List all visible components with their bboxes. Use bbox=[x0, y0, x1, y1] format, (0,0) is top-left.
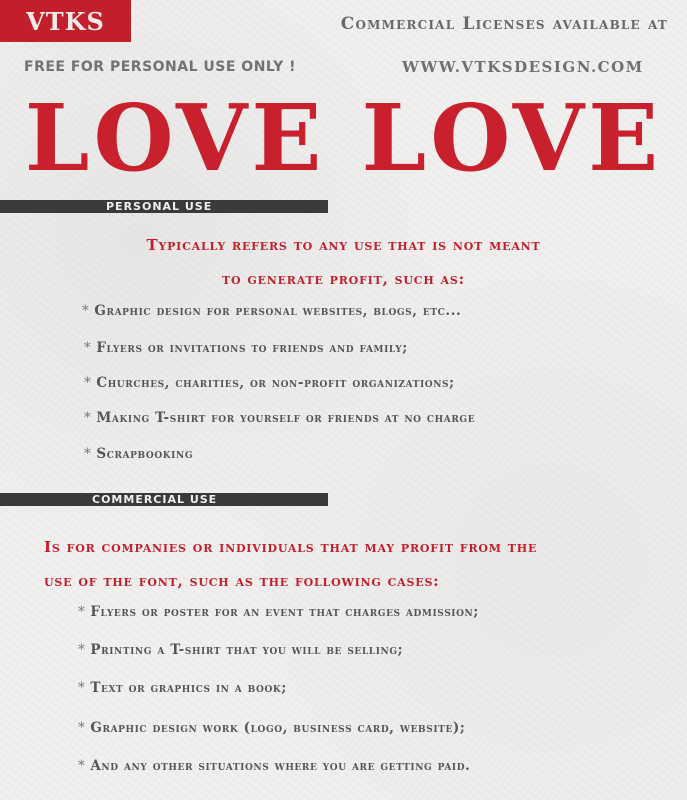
commercial-use-section-bar bbox=[0, 493, 328, 506]
personal-list-item-text: Churches, charities, or non-profit organizations; bbox=[96, 375, 455, 391]
asterisk-bullet-icon: * bbox=[84, 375, 92, 391]
commercial-use-label: COMMERCIAL USE bbox=[92, 493, 218, 506]
commercial-intro-line-1: Is for companies or individuals that may profit from the bbox=[44, 538, 538, 556]
personal-use-section-bar bbox=[0, 200, 328, 213]
free-personal-use-note: FREE FOR PERSONAL USE ONLY ! bbox=[24, 59, 297, 75]
commercial-list-item-text: Printing a T-shirt that you will be selling; bbox=[90, 642, 404, 658]
font-specimen-title: LOVE LOVE bbox=[24, 84, 663, 192]
vtks-logo-text: VTKS bbox=[26, 6, 105, 36]
personal-list-item-text: Flyers or invitations to friends and family; bbox=[96, 340, 408, 356]
commercial-intro-line-2: use of the font, such as the following cases: bbox=[44, 572, 440, 590]
commercial-list-item bbox=[78, 758, 470, 774]
commercial-list-item-text: And any other situations where you are getting paid. bbox=[90, 758, 471, 774]
asterisk-bullet-icon: * bbox=[78, 680, 86, 696]
asterisk-bullet-icon: * bbox=[84, 446, 92, 462]
personal-list-item bbox=[84, 446, 193, 462]
commercial-list-item-text: Flyers or poster for an event that charges admission; bbox=[90, 604, 479, 620]
commercial-licenses-heading: Commercial Licenses available at bbox=[340, 14, 668, 34]
asterisk-bullet-icon: * bbox=[78, 720, 86, 736]
asterisk-bullet-icon: * bbox=[78, 642, 86, 658]
asterisk-bullet-icon: * bbox=[84, 340, 92, 356]
asterisk-bullet-icon: * bbox=[78, 604, 86, 620]
commercial-list-item bbox=[78, 604, 479, 620]
commercial-list-item bbox=[78, 642, 403, 658]
commercial-list-item-text: Graphic design work (logo, business card, website); bbox=[90, 720, 466, 736]
commercial-list-item bbox=[78, 720, 466, 736]
personal-use-label: PERSONAL USE bbox=[106, 200, 213, 213]
vtks-logo-badge bbox=[0, 0, 131, 42]
personal-intro-line-1: Typically refers to any use that is not meant bbox=[146, 236, 541, 254]
personal-list-item-text: Making T-shirt for yourself or friends at no charge bbox=[96, 410, 476, 426]
asterisk-bullet-icon: * bbox=[82, 303, 90, 319]
personal-intro-line-2: to generate profit, such as: bbox=[222, 270, 465, 288]
personal-list-item-text: Graphic design for personal websites, blogs, etc... bbox=[94, 303, 462, 319]
personal-list-item bbox=[84, 410, 475, 426]
personal-list-item-text: Scrapbooking bbox=[96, 446, 194, 462]
asterisk-bullet-icon: * bbox=[78, 758, 86, 774]
commercial-list-item-text: Text or graphics in a book; bbox=[90, 680, 287, 696]
website-url: WWW.VTKSDESIGN.COM bbox=[402, 58, 644, 76]
personal-list-item bbox=[82, 303, 461, 319]
personal-list-item bbox=[84, 375, 455, 391]
personal-list-item bbox=[84, 340, 408, 356]
commercial-list-item bbox=[78, 680, 287, 696]
asterisk-bullet-icon: * bbox=[84, 410, 92, 426]
